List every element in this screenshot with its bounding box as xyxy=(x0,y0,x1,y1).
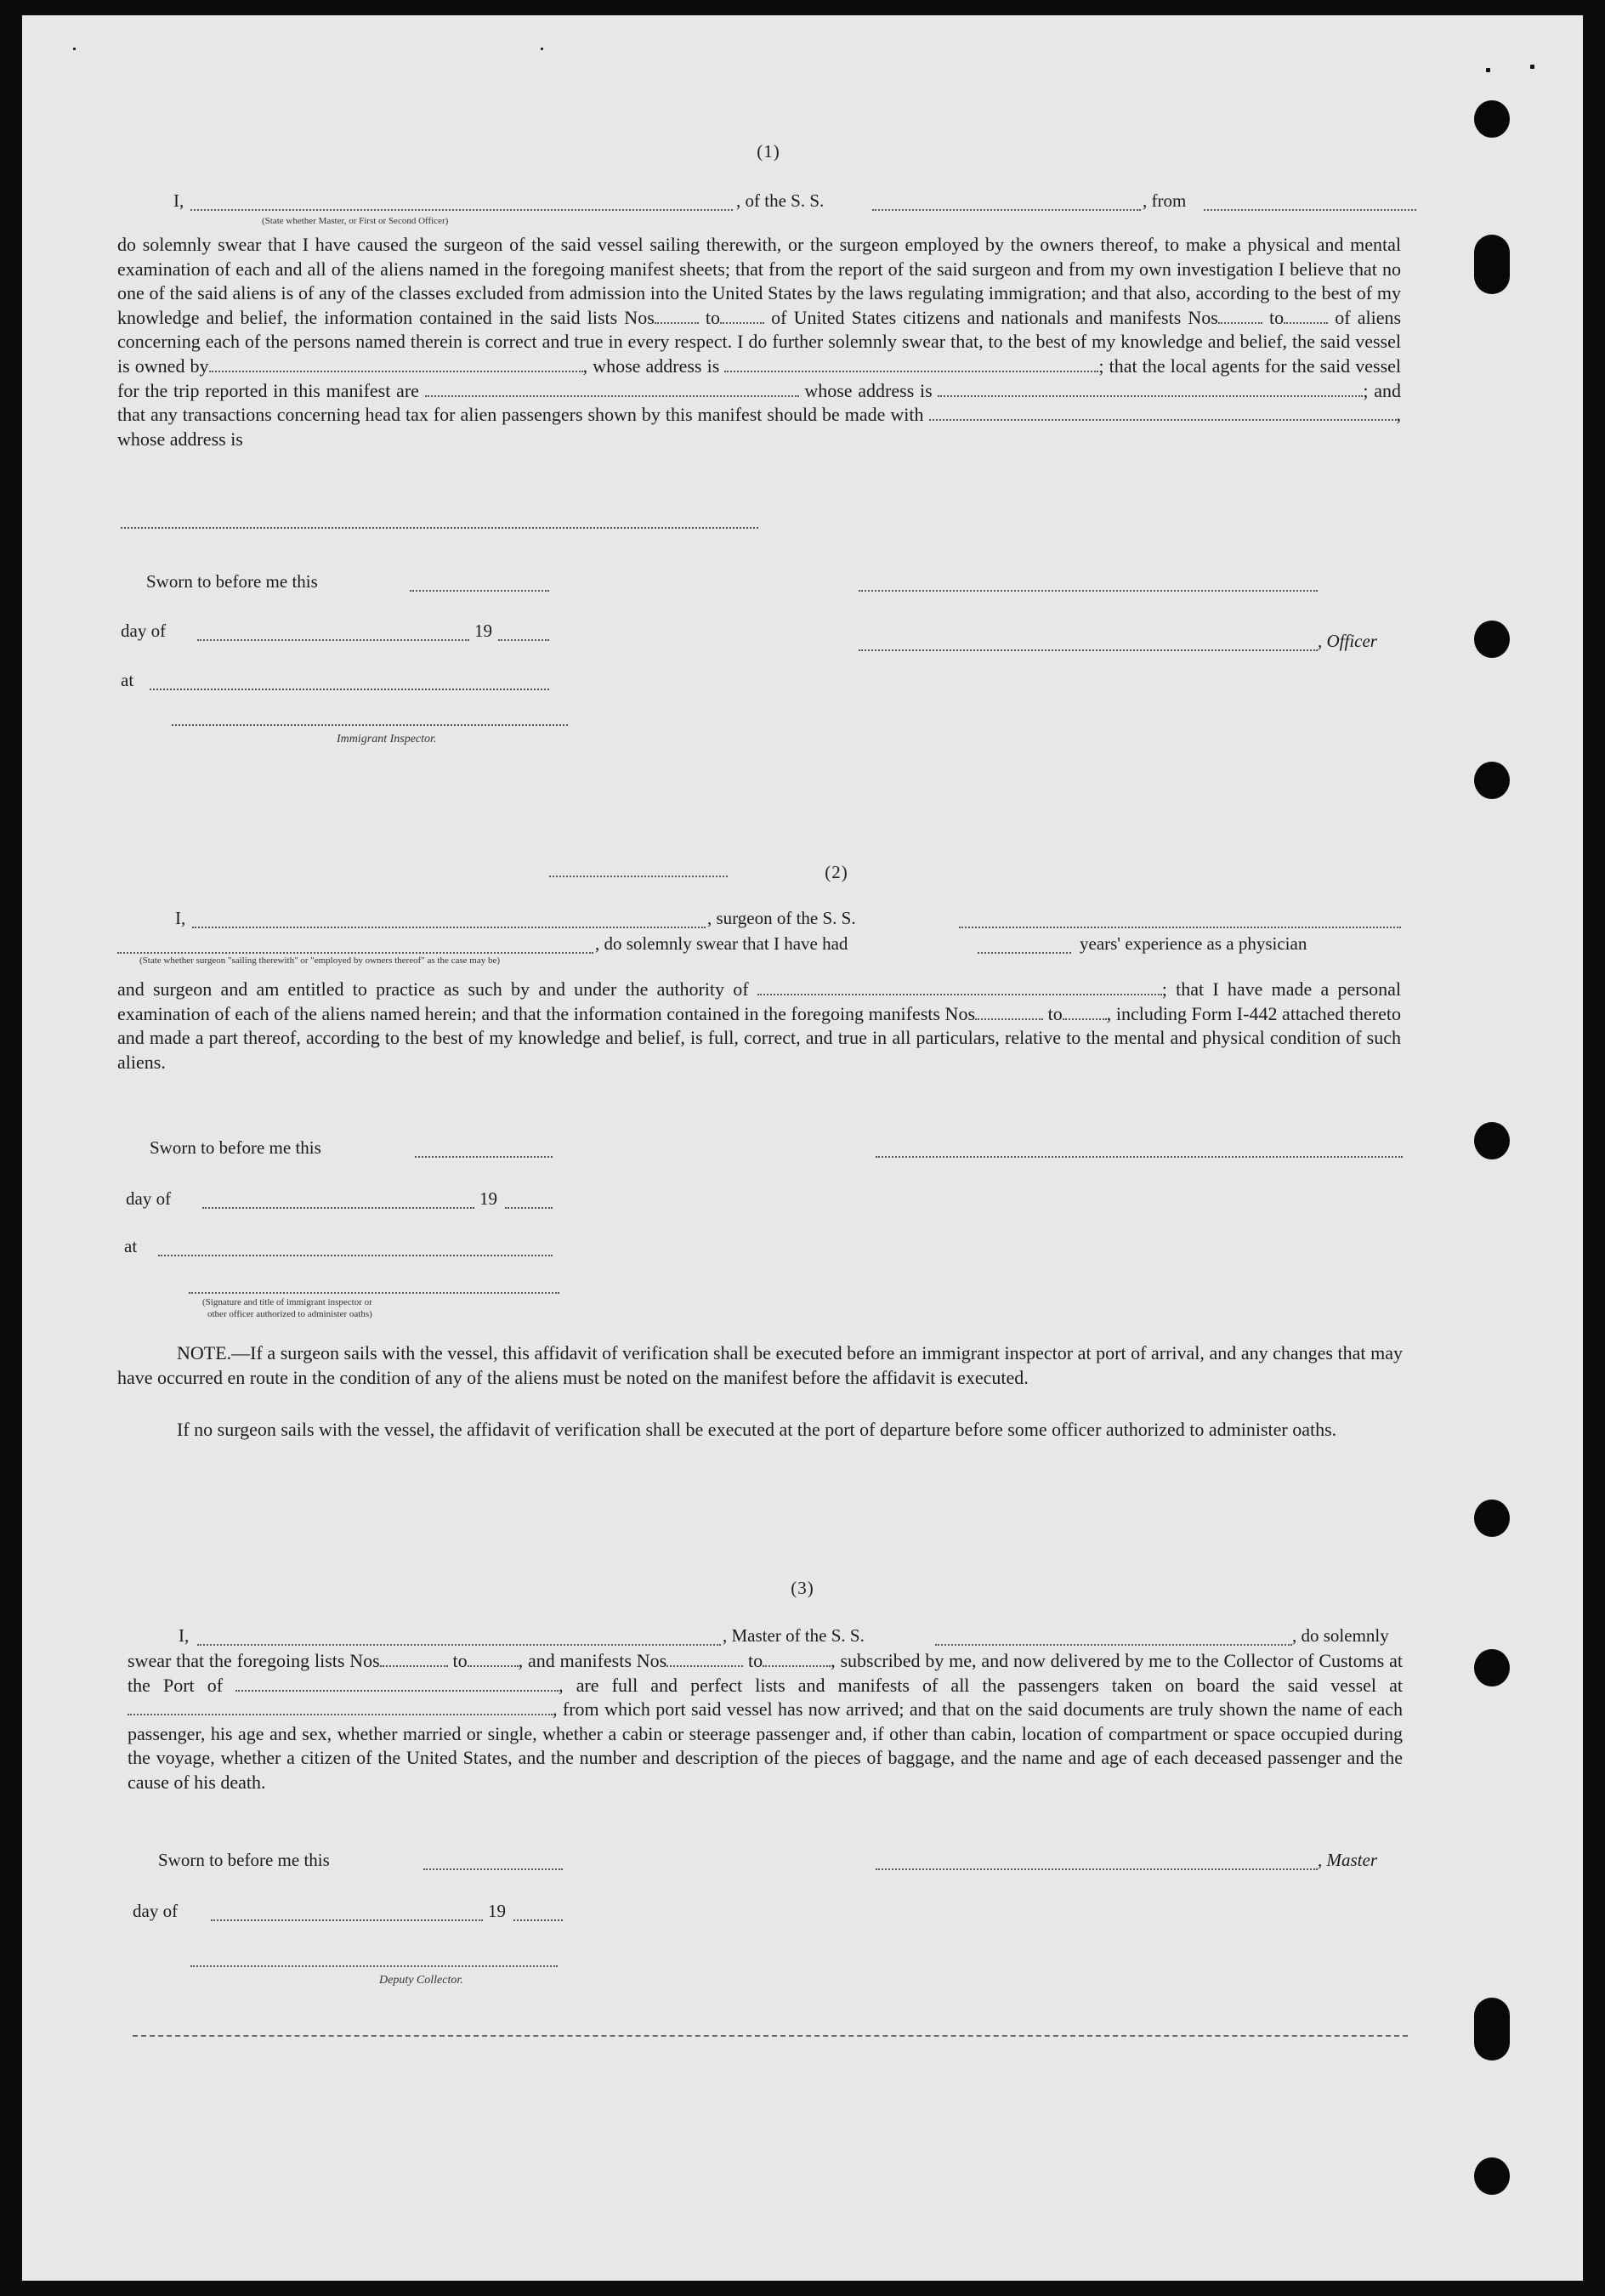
s2-role-blank[interactable] xyxy=(117,950,593,954)
document-page xyxy=(22,15,1583,2281)
s2-body-p3: , including Form I-442 attached thereto and made a part thereof, according to the best of my knowledge and belief, is full, correct, and true in all particulars, relative to the mental and physical condition of such aliens. xyxy=(117,1002,1402,1073)
section-3-number: (3) xyxy=(791,1578,814,1598)
punch-hole xyxy=(1474,235,1510,294)
s1-manifests-from-blank[interactable] xyxy=(1218,307,1262,324)
s1-body-whose2: whose address is xyxy=(804,379,933,401)
s1-officer-blank[interactable] xyxy=(859,648,1318,651)
s3-body-to2: to xyxy=(748,1650,763,1671)
s1-body-p4: ; that the local agents for the said vessel for the trip reported in this manifest are xyxy=(117,354,1402,401)
s3-i-label: I, xyxy=(179,1625,190,1646)
punch-hole xyxy=(1474,621,1510,658)
s1-body-p1: do solemnly swear that I have caused the surgeon of the said vessel sailing therewith, or the surgeon employed by the owners thereof, to make a physical and mental examination of each and all of the aliens named in the foregoing manifest sheets; that from the report of the said surgeon and from my own investigation I believe that no one of the said aliens is of any of the classes excluded from admission into the United States by the laws regulating immigration; and that also, according to the best of my knowledge and belief, the information contained in the said lists Nos xyxy=(117,234,1401,328)
s2-years-blank[interactable] xyxy=(978,950,1071,954)
punch-hole xyxy=(1474,1122,1510,1159)
s3-sworn-label: Sworn to before me this xyxy=(158,1850,330,1870)
s1-agents-address-blank[interactable] xyxy=(938,380,1363,397)
s1-headtax-blank[interactable] xyxy=(929,404,1397,421)
s3-master-label: , Master of the S. S. xyxy=(723,1625,865,1646)
s2-note xyxy=(117,1341,1403,1390)
s3-lists-to-blank[interactable] xyxy=(468,1650,519,1667)
s2-ship-blank[interactable] xyxy=(959,925,1401,928)
s1-body-p3: of aliens concerning each of the persons named therein is correct and true in every respect. I do further solemnly swear that, to the best of my knowledge and belief, the said vessel is owned by xyxy=(117,306,1402,377)
s1-officer-sig-blank[interactable] xyxy=(859,588,1318,592)
s1-year-blank[interactable] xyxy=(498,638,549,641)
s1-body xyxy=(117,233,1401,451)
s3-master-label-sig: , Master xyxy=(1318,1850,1377,1870)
s1-body-whose3: , whose address is xyxy=(117,404,1401,450)
s1-name-blank[interactable] xyxy=(190,207,733,211)
s3-collector-label: Deputy Collector. xyxy=(379,1974,463,1987)
s1-at-blank[interactable] xyxy=(150,687,549,690)
s1-body-p2: of United States citizens and nationals and manifests Nos xyxy=(771,306,1218,328)
s2-i-label: I, xyxy=(175,908,186,928)
s2-swear-label: , do solemnly swear that I have had xyxy=(595,933,848,954)
s2-note-text: —If a surgeon sails with the vessel, this affidavit of verification shall be executed before an immigrant inspector at port of arrival, and any changes that may have occurred en route in the condition of any of the aliens must be noted on the manifest before the affidavit is executed. xyxy=(117,1342,1403,1388)
s2-sig-note-2: other officer authorized to administer oaths) xyxy=(207,1309,372,1319)
speck xyxy=(1530,65,1534,69)
s2-year-blank[interactable] xyxy=(505,1205,553,1209)
s2-at-blank[interactable] xyxy=(158,1253,553,1256)
s3-dayof-label: day of xyxy=(133,1901,179,1921)
s2-sig-note-1: (Signature and title of immigrant inspector or xyxy=(202,1297,372,1307)
speck xyxy=(541,48,543,50)
punch-hole xyxy=(1474,1998,1510,2061)
punch-hole xyxy=(1474,1649,1510,1687)
s2-day-blank[interactable] xyxy=(202,1205,474,1209)
s2-body-p2: ; that I have made a personal examination of each of the aliens named herein; and that the information contained in the foregoing manifests Nos xyxy=(117,978,1401,1024)
s3-sworn-blank[interactable] xyxy=(423,1867,563,1870)
s1-manifests-to-blank[interactable] xyxy=(1284,307,1328,324)
s2-ss-label: , surgeon of the S. S. xyxy=(707,908,856,928)
s3-body-p5: , from which port said vessel has now arrived; and that on the said documents are truly shown the name of each passenger, his age and sex, whether married or single, whether a cabin or steerage passenger and, if other than cabin, location of compartment or space occupied during the voyage, whether a citizen of the United States, and the number and description of the pieces of baggage, and the name and age of each deceased passenger and the cause of his death. xyxy=(128,1698,1403,1793)
punch-hole xyxy=(1474,1499,1510,1537)
s1-body-to2: to xyxy=(1269,306,1285,328)
s1-from-label: , from xyxy=(1143,190,1187,211)
s2-dayof-label: day of xyxy=(126,1188,172,1209)
s2-body xyxy=(117,978,1401,1074)
s2-sworn-blank[interactable] xyxy=(415,1154,553,1158)
s3-body-p3: , subscribed by me, and now delivered by me to the Collector of Customs at the Port of xyxy=(128,1650,1404,1696)
s3-body-p1: swear that the foregoing lists Nos xyxy=(128,1650,380,1671)
s1-body-whose1: , whose address is xyxy=(582,354,720,377)
punch-hole xyxy=(1474,762,1510,799)
s3-manifests-to-blank[interactable] xyxy=(763,1650,831,1667)
s1-from-blank[interactable] xyxy=(1204,207,1416,211)
s1-dayof-label: day of xyxy=(121,621,167,641)
s1-lists-from-blank[interactable] xyxy=(655,307,699,324)
s1-at-label: at xyxy=(121,670,134,690)
s3-collector-sig-blank[interactable] xyxy=(190,1964,558,1967)
s2-surgeon-note: (State whether surgeon "sailing therewith" or "employed by owners thereof" as the case may be) xyxy=(139,955,501,966)
s2-note-text-2: If no surgeon sails with the vessel, the affidavit of verification shall be executed at the port of departure before some officer authorized to administer oaths. xyxy=(177,1419,1337,1440)
s1-sworn-blank[interactable] xyxy=(410,588,549,592)
s3-body xyxy=(128,1649,1403,1795)
s1-officer-label: , Officer xyxy=(1318,631,1377,651)
s2-sig-blank[interactable] xyxy=(876,1154,1403,1158)
punch-hole xyxy=(1474,2157,1510,2195)
s1-i-label: I, xyxy=(173,190,184,211)
s1-year-label: 19 xyxy=(474,621,492,641)
s2-authority-blank[interactable] xyxy=(757,978,1162,995)
s2-year-label: 19 xyxy=(479,1188,497,1209)
s3-year-blank[interactable] xyxy=(513,1918,563,1921)
s1-day-blank[interactable] xyxy=(197,638,469,641)
s2-sworn-label: Sworn to before me this xyxy=(150,1137,321,1158)
s1-sworn-label: Sworn to before me this xyxy=(146,571,318,592)
s2-inspector-sig-blank[interactable] xyxy=(189,1290,559,1294)
s3-port-blank[interactable] xyxy=(235,1675,559,1692)
s3-ship-blank[interactable] xyxy=(935,1642,1292,1646)
s3-body-p4: , are full and perfect lists and manifests of all the passengers taken on board the said vessel at xyxy=(559,1674,1403,1696)
s2-manifests-to-blank[interactable] xyxy=(1063,1003,1107,1020)
section-1-number: (1) xyxy=(757,141,780,162)
s3-name-blank[interactable] xyxy=(197,1642,721,1646)
s1-body-to1: to xyxy=(705,306,721,328)
s2-note-2 xyxy=(117,1418,1403,1443)
section-2-number: (2) xyxy=(825,862,848,882)
s3-master-sig-blank[interactable] xyxy=(876,1867,1318,1870)
s3-boarded-at-blank[interactable] xyxy=(128,1698,553,1715)
s3-body-p2: , and manifests Nos xyxy=(518,1650,667,1671)
bottom-rule xyxy=(133,2035,1408,2037)
s3-year-label: 19 xyxy=(488,1901,506,1921)
s3-day-blank[interactable] xyxy=(211,1918,483,1921)
s1-owner-blank[interactable] xyxy=(209,355,583,372)
s2-years-label: years' experience as a physician xyxy=(1080,933,1307,954)
s2-body-to: to xyxy=(1047,1002,1063,1024)
s1-lists-to-blank[interactable] xyxy=(720,307,764,324)
punch-hole xyxy=(1474,100,1510,138)
s2-manifests-from-blank[interactable] xyxy=(975,1003,1043,1020)
s1-ss-label: , of the S. S. xyxy=(736,190,825,211)
speck xyxy=(1486,68,1490,72)
s3-body-to1: to xyxy=(452,1650,468,1671)
s1-officer-note: (State whether Master, or First or Second Officer) xyxy=(262,216,449,226)
speck xyxy=(73,48,76,50)
s1-headtax-address-blank[interactable] xyxy=(121,525,758,529)
s1-ship-blank[interactable] xyxy=(872,207,1141,211)
s2-name-blank[interactable] xyxy=(192,925,706,928)
s1-body-p5: ; and that any transactions concerning head tax for alien passengers shown by this manifest should be made with xyxy=(117,379,1401,426)
s1-inspector-label: Immigrant Inspector. xyxy=(337,733,437,745)
s3-manifests-from-blank[interactable] xyxy=(666,1650,743,1667)
s3-swear-label: , do solemnly xyxy=(1292,1625,1389,1646)
s1-owner-address-blank[interactable] xyxy=(724,355,1098,372)
s2-body-p1: and surgeon and am entitled to practice as such by and under the authority of xyxy=(117,978,749,1000)
s2-note-label: NOTE. xyxy=(177,1342,232,1363)
s1-inspector-sig-blank[interactable] xyxy=(172,723,568,726)
s2-at-label: at xyxy=(124,1236,138,1256)
s1-agents-blank[interactable] xyxy=(425,380,799,397)
s3-lists-from-blank[interactable] xyxy=(380,1650,448,1667)
